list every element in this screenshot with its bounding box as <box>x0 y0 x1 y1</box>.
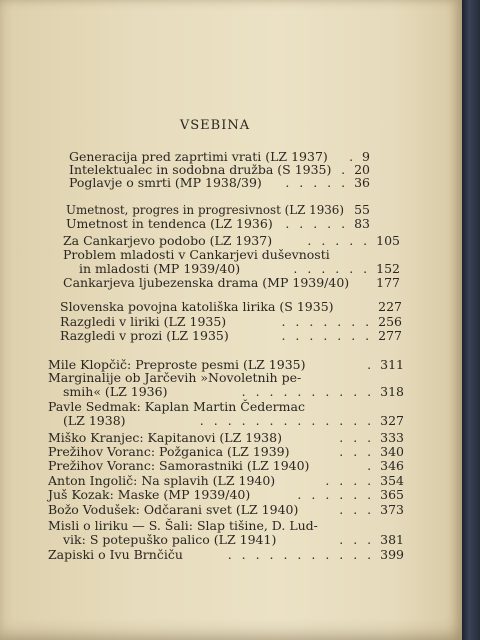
toc-entry-page-number: 399 <box>380 547 404 562</box>
toc-entry-dot-leader: . . . . . . . <box>281 314 373 329</box>
toc-entry-page-number: 365 <box>380 487 404 502</box>
toc-entry <box>48 431 404 445</box>
toc-entry-page-number: 105 <box>376 233 400 248</box>
toc-entry-page-number: 381 <box>380 532 404 547</box>
toc-entry-dot-leader: . . . . . . . . . . . <box>227 547 375 562</box>
book-cover-edge <box>462 0 480 640</box>
toc-entry <box>60 329 402 343</box>
toc-entry-title: Pavle Sedmak: Kaplan Martin Čedermac <box>48 399 305 414</box>
toc-entry-title: Za Cankarjevo podobo (LZ 1937) <box>63 233 273 248</box>
page-heading: VSEBINA <box>179 118 251 133</box>
toc-entry-title: Razgledi v liriki (LZ 1935) <box>60 314 227 329</box>
toc-entry-page-number: 346 <box>380 458 404 473</box>
toc-entry <box>69 176 370 190</box>
toc-entry <box>48 519 404 533</box>
toc-entry-title: vik: S potepuško palico (LZ 1941) <box>63 532 277 547</box>
toc-entry-page-number: 152 <box>376 261 400 276</box>
toc-entry-dot-leader: . . . <box>339 502 375 517</box>
toc-entry-dot-leader: . . . . <box>325 473 375 488</box>
toc-entry-title: Božo Vodušek: Odčarani svet (LZ 1940) <box>48 502 299 517</box>
toc-entry <box>60 300 402 314</box>
toc-entry <box>48 371 404 385</box>
toc-entry <box>48 548 404 562</box>
toc-entry-dot-leader: . . . . . . . . . . . . . <box>199 413 375 428</box>
toc-entry-title: Slovenska povojna katoliška lirika (S 1935) <box>60 299 334 314</box>
toc-entry-dot-leader: . <box>367 458 375 473</box>
toc-entry-page-number: 354 <box>380 473 404 488</box>
toc-entry-page-number: 333 <box>380 430 404 445</box>
toc-entry-page-number: 256 <box>378 314 402 329</box>
toc-entry-title: Mile Klopčič: Preproste pesmi (LZ 1935) <box>48 357 306 372</box>
toc-entry-title: Zapiski o Ivu Brnčiču <box>48 547 183 562</box>
toc-entry <box>66 203 370 217</box>
toc-entry <box>63 385 404 399</box>
toc-entry <box>48 400 404 414</box>
toc-entry-title: Misli o liriku — S. Šali: Slap tišine, D. Lud- <box>48 518 318 533</box>
toc-entry <box>79 262 400 276</box>
toc-entry-page-number: 318 <box>380 384 404 399</box>
toc-entry-title: Razgledi v prozi (LZ 1935) <box>60 328 229 343</box>
toc-entry-title: Anton Ingolič: Na splavih (LZ 1940) <box>48 473 276 488</box>
toc-entry-dot-leader: . <box>367 357 375 372</box>
toc-entry-page-number: 9 <box>362 149 370 164</box>
toc-entry <box>63 414 404 428</box>
toc-entry <box>48 503 404 517</box>
toc-entry-title: in mladosti (MP 1939/40) <box>79 261 241 276</box>
toc-entry-title: Prežihov Voranc: Požganica (LZ 1939) <box>48 444 290 459</box>
toc-entry-page-number: 20 <box>354 162 370 177</box>
toc-entry-title: Umetnost in tendenca (LZ 1936) <box>66 216 273 231</box>
toc-entry-dot-leader: . <box>349 149 357 164</box>
toc-entry-title: Intelektualec in sodobna družba (S 1935) <box>69 162 332 177</box>
toc-entry-title: Poglavje o smrti (MP 1938/39) <box>69 175 262 190</box>
toc-entry-page-number: 327 <box>380 413 404 428</box>
toc-entry-title: Juš Kozak: Maske (MP 1939/40) <box>48 487 251 502</box>
toc-entry-title: Umetnost, progres in progresivnost (LZ 1936) <box>66 202 344 217</box>
toc-entry-dot-leader: . . . <box>339 430 375 445</box>
toc-entry-dot-leader: . <box>341 162 349 177</box>
toc-entry <box>66 217 370 231</box>
toc-entry-page-number: 227 <box>378 299 402 314</box>
toc-entry-title: Marginalije ob Jarčevih »Novoletnih pe- <box>48 370 302 385</box>
toc-entry-title: Prežihov Voranc: Samorastniki (LZ 1940) <box>48 458 310 473</box>
toc-entry-title: Generacija pred zaprtimi vrati (LZ 1937) <box>69 149 328 164</box>
toc-entry-page-number: 55 <box>354 202 370 217</box>
toc-entry <box>48 459 404 473</box>
toc-entry-title: Miško Kranjec: Kapitanovi (LZ 1938) <box>48 430 282 445</box>
toc-entry-dot-leader: . . . . . <box>285 175 349 190</box>
toc-entry <box>63 533 404 547</box>
toc-entry-dot-leader: . . . . . . . <box>281 328 373 343</box>
toc-entry-page-number: 83 <box>354 216 370 231</box>
toc-entry-dot-leader: . . . . . . <box>297 487 375 502</box>
toc-entry-title: Problem mladosti v Cankarjevi duševnosti <box>63 247 330 262</box>
toc-entry <box>48 488 404 502</box>
toc-entry-title: Cankarjeva ljubezenska drama (MP 1939/40) <box>63 275 350 290</box>
toc-entry-dot-leader: . . . . . <box>307 233 371 248</box>
toc-entry-title: smih« (LZ 1936) <box>63 384 168 399</box>
toc-entry <box>63 234 400 248</box>
toc-entry <box>48 474 404 488</box>
toc-entry-page-number: 177 <box>376 275 400 290</box>
toc-entry <box>60 315 402 329</box>
toc-entry-dot-leader: . . . <box>339 532 375 547</box>
toc-entry-page-number: 277 <box>378 328 402 343</box>
toc-entry-page-number: 36 <box>354 175 370 190</box>
toc-entry-title: (LZ 1938) <box>63 413 126 428</box>
toc-entry-dot-leader: . . . <box>339 444 375 459</box>
toc-entry-page-number: 340 <box>380 444 404 459</box>
toc-entry <box>63 276 400 290</box>
toc-entry-dot-leader: . . . . . . . . . . <box>241 384 375 399</box>
toc-entry-dot-leader: . . . . . <box>285 216 349 231</box>
toc-entry-page-number: 311 <box>380 357 404 372</box>
toc-entry <box>48 445 404 459</box>
toc-entry-dot-leader: . . . . . . <box>293 261 371 276</box>
toc-entry <box>63 248 400 262</box>
toc-entry-page-number: 373 <box>380 502 404 517</box>
